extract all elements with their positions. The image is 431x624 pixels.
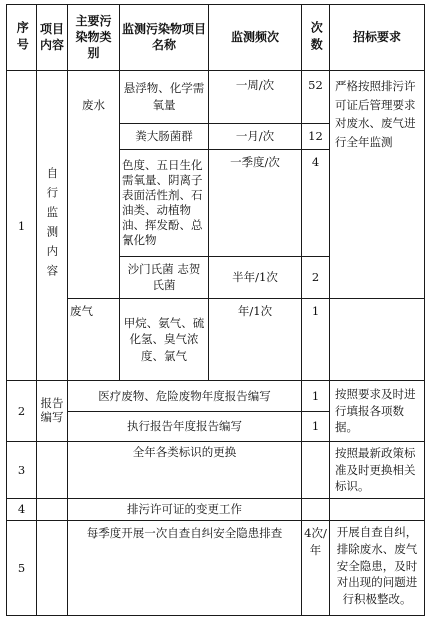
frequency-cell: 一月/次: [209, 123, 302, 149]
section4-content: 排污许可证的变更工作: [68, 499, 302, 521]
section2-requirement: 按照要求及时进行填报各项数据。: [330, 381, 425, 441]
count-cell: 1: [302, 298, 330, 381]
section3-content: 全年各类标识的更换: [68, 441, 302, 498]
wastewater-type: 废水: [68, 71, 120, 298]
count-cell: 4: [302, 149, 330, 256]
report-content-cell: 医疗废物、危险废物年度报告编写: [68, 381, 302, 411]
header-count: 次数: [302, 5, 330, 71]
header-monitor-item: 监测污染物项目名称: [120, 5, 209, 71]
frequency-cell: 一季度/次: [209, 149, 302, 256]
section4-item-blank: [37, 499, 68, 521]
section3-item-blank: [37, 441, 68, 498]
section1-item: 自行监测内容: [37, 71, 68, 381]
section4-requirement-blank: [330, 499, 425, 521]
count-cell: 1: [302, 381, 330, 411]
monitor-item-cell: 悬浮物、化学需氧量: [120, 71, 209, 123]
header-frequency: 监测频次: [209, 5, 302, 71]
section1-requirement: 严格按照排污许可证后管理要求对废水、废气进行全年监测: [330, 71, 425, 298]
table-row: [7, 521, 425, 616]
header-requirement: 招标要求: [330, 5, 425, 71]
frequency-cell: 年/1次: [209, 298, 302, 381]
report-content-cell: 执行报告年度报告编写: [68, 411, 302, 441]
frequency-cell: 半年/1次: [209, 256, 302, 298]
count-cell: 52: [302, 71, 330, 123]
section3-count-blank: [302, 441, 330, 498]
table-row: [7, 441, 425, 498]
section2-item: 报告编写: [37, 381, 68, 441]
section5-item-blank: [37, 521, 68, 616]
table-row: [7, 298, 425, 381]
section1-seq: 1: [7, 71, 37, 381]
exhaust-type: 废气: [68, 298, 120, 381]
frequency-cell: 一周/次: [209, 71, 302, 123]
count-cell: 12: [302, 123, 330, 149]
table-row: [7, 71, 425, 123]
monitoring-table: [6, 4, 425, 616]
section4-count-blank: [302, 499, 330, 521]
section5-requirement: 开展自查自纠，排除废水、废气安全隐患，及时对出现的问题进行积极整改。: [330, 521, 425, 616]
monitor-item-cell: 粪大肠菌群: [120, 123, 209, 149]
monitor-item-cell: 甲烷、氨气、硫化氢、臭气浓度、氯气: [120, 298, 209, 381]
header-item: 项目内容: [37, 5, 68, 71]
header-seq: 序号: [7, 5, 37, 71]
count-cell: 2: [302, 256, 330, 298]
section5-seq: 5: [7, 521, 37, 616]
section5-content: 每季度开展一次自查自纠安全隐患排查: [68, 521, 302, 616]
section3-seq: 3: [7, 441, 37, 498]
section3-requirement: 按照最新政策标准及时更换相关标识。: [330, 441, 425, 498]
section5-count: 4次/年: [302, 521, 330, 616]
monitor-item-cell: 沙门氏菌 志贺氏菌: [120, 256, 209, 298]
table-row: [7, 499, 425, 521]
count-cell: 1: [302, 411, 330, 441]
section4-seq: 4: [7, 499, 37, 521]
table-row: [7, 381, 425, 411]
section1-requirement-blank: [330, 298, 425, 381]
section2-seq: 2: [7, 381, 37, 441]
header-pollutant-type: 主要污染物类别: [68, 5, 120, 71]
monitor-item-cell: 色度、五日生化需氧量、阴离子表面活性剂、石油类、动植物油、挥发酚、总氰化物: [120, 149, 209, 256]
header-row: [7, 5, 425, 71]
